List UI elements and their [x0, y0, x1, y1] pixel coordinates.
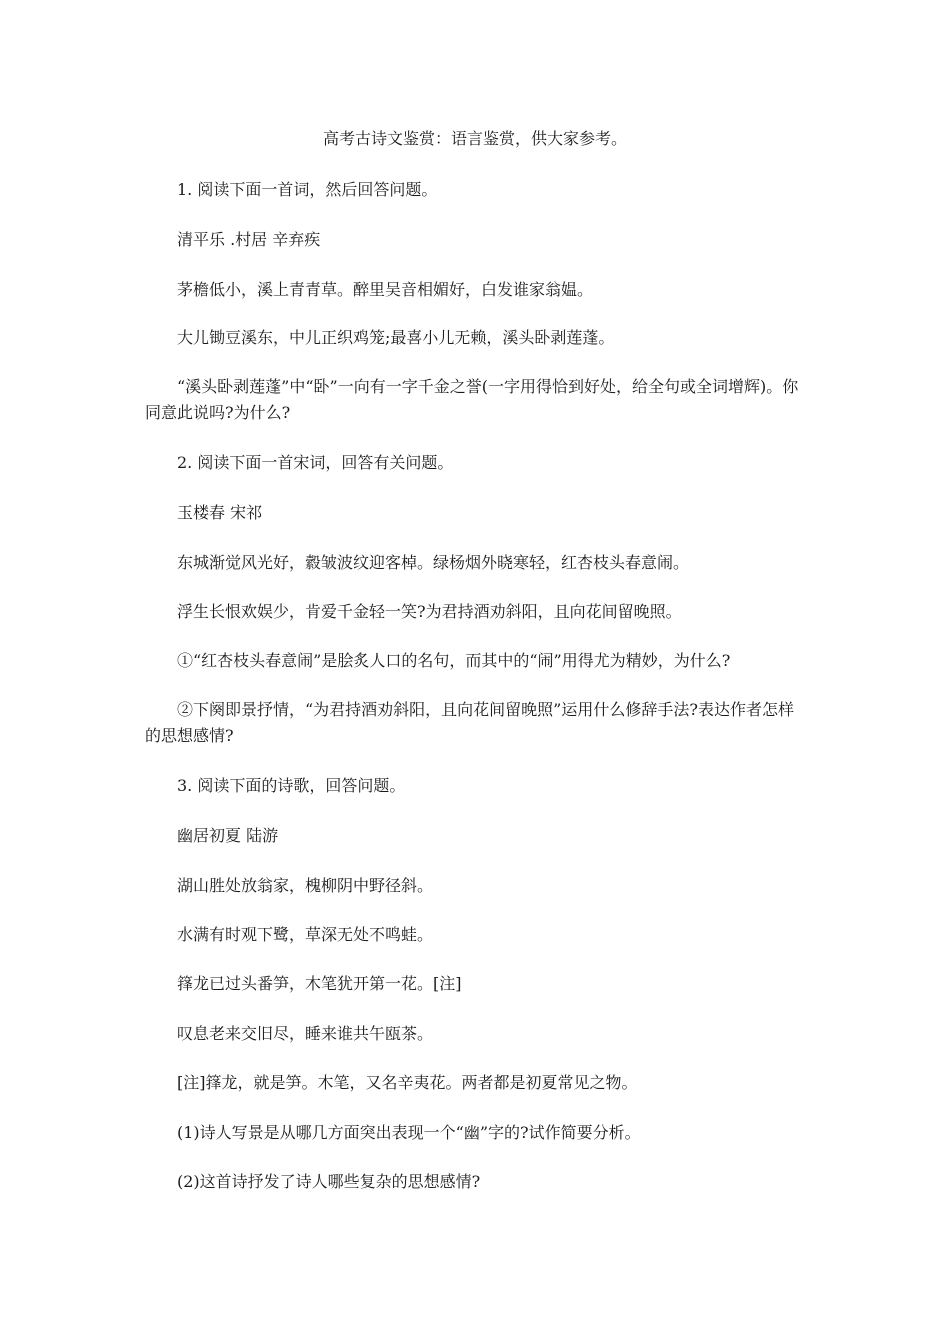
poem-3-line-2: 水满有时观下鹭，草深无处不鸣蛙。	[177, 925, 434, 944]
question-3-part-1: (1)诗人写景是从哪几方面突出表现一个“幽”字的?试作简要分析。	[177, 1123, 641, 1142]
question-1-prompt: “溪头卧剥莲蓬”中“卧”一向有一字千金之誉(一字用得恰到好处，给全句或全词增辉)。你同意此说吗?为什么?	[145, 377, 799, 422]
question-3-heading: 3. 阅读下面的诗歌，回答问题。	[177, 776, 406, 795]
poem-3-note: [注]箨龙，就是笋。木笔，又名辛夷花。两者都是初夏常见之物。	[177, 1073, 638, 1092]
poem-2-line-1: 东城渐觉风光好，縠皱波纹迎客棹。绿杨烟外晓寒轻，红杏枝头春意闹。	[177, 553, 690, 572]
question-2-heading: 2. 阅读下面一首宋词，回答有关问题。	[177, 453, 454, 472]
poem-1-line-1: 茅檐低小，溪上青青草。醉里吴音相媚好，白发谁家翁媪。	[177, 280, 594, 299]
document-title: 高考古诗文鉴赏：语言鉴赏，供大家参考。	[322, 129, 627, 148]
poem-2-line-2: 浮生长恨欢娱少，肯爱千金轻一笑?为君持酒劝斜阳，且向花间留晚照。	[177, 602, 682, 621]
poem-1-title: 清平乐 .村居 辛弃疾	[177, 230, 321, 249]
question-2-part-1: ①“红杏枝头春意闹”是脍炙人口的名句，而其中的“闹”用得尤为精妙，为什么?	[177, 651, 731, 670]
poem-1-line-2: 大儿锄豆溪东，中儿正织鸡笼;最喜小儿无赖，溪头卧剥莲蓬。	[177, 328, 615, 347]
poem-3-title: 幽居初夏 陆游	[177, 826, 279, 845]
poem-3-line-3: 箨龙已过头番笋，木笔犹开第一花。[注]	[177, 974, 462, 993]
poem-3-line-1: 湖山胜处放翁家，槐柳阴中野径斜。	[177, 876, 434, 895]
question-2-part-2: ②下阕即景抒情，“为君持酒劝斜阳，且向花间留晚照”运用什么修辞手法?表达作者怎样的思想感情?	[145, 700, 794, 745]
question-3-part-2: (2)这首诗抒发了诗人哪些复杂的思想感情?	[177, 1172, 481, 1191]
poem-2-title: 玉楼春 宋祁	[177, 503, 263, 522]
question-1-heading: 1. 阅读下面一首词，然后回答问题。	[177, 180, 438, 199]
poem-3-line-4: 叹息老来交旧尽，睡来谁共午瓯茶。	[177, 1024, 434, 1043]
